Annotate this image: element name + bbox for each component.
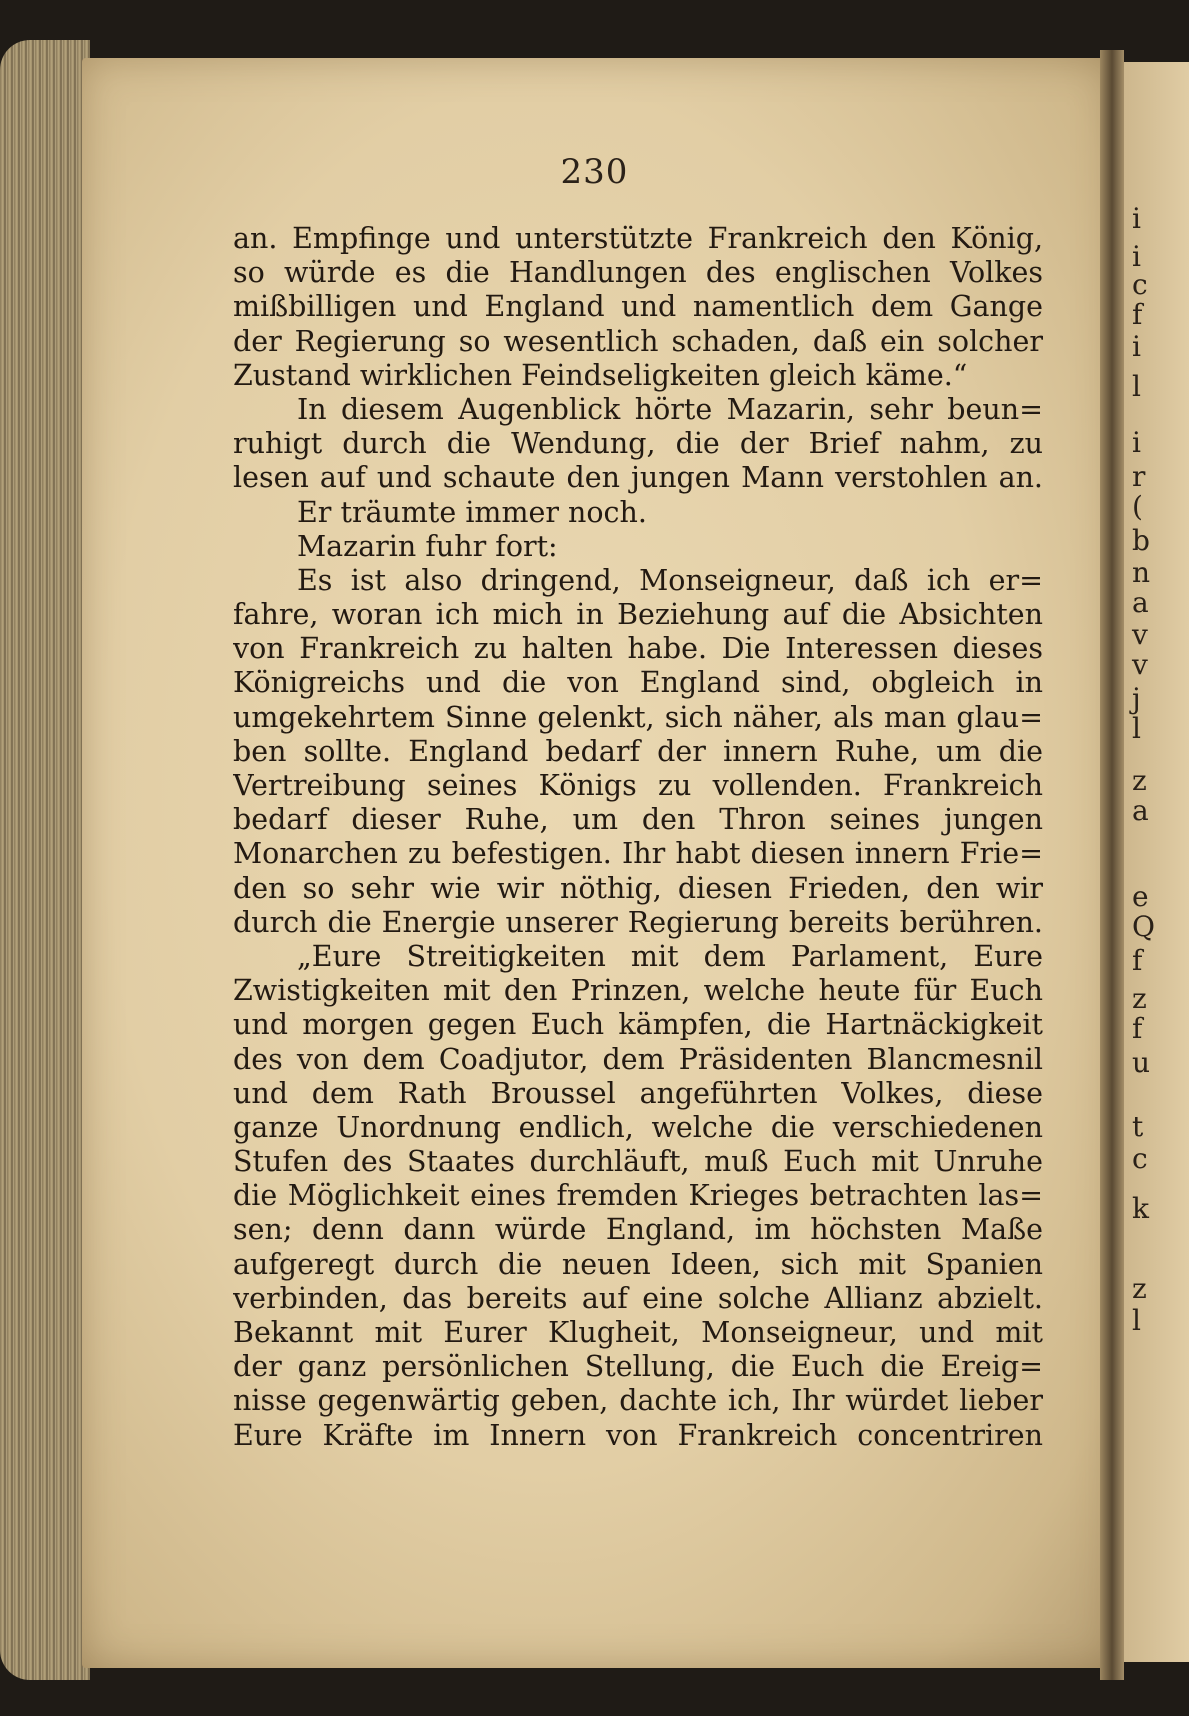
text-line: ruhigt durch die Wendung, die der Brief nahm, zu — [233, 427, 1043, 461]
text-line: Es ist also dringend, Monseigneur, daß ich er= — [297, 563, 1043, 597]
adjacent-page-letter: u — [1132, 1046, 1151, 1079]
adjacent-page-letter: f — [1132, 298, 1143, 331]
adjacent-page-letter: f — [1132, 1012, 1143, 1045]
adjacent-page-fragment — [1124, 62, 1189, 1662]
text-line: sen; denn dann würde England, im höchsten Maße — [233, 1213, 1043, 1247]
adjacent-page-letter: l — [1132, 370, 1141, 403]
adjacent-page-letter: i — [1132, 240, 1141, 273]
text-line: so würde es die Handlungen des englischen Volkes — [233, 256, 1043, 290]
adjacent-page-letter: i — [1132, 426, 1141, 459]
text-line: Er träumte immer noch. — [297, 495, 647, 529]
text-line: Monarchen zu befestigen. Ihr habt diesen innern Frie= — [233, 837, 1043, 871]
text-line: Zwistigkeiten mit den Prinzen, welche heute für Euch — [233, 974, 1043, 1008]
adjacent-page-letter: b — [1132, 524, 1150, 557]
page-number: 230 — [560, 152, 629, 192]
adjacent-page-letter: i — [1132, 330, 1141, 363]
text-line: Königreichs und die von England sind, obgleich in — [233, 666, 1043, 700]
text-line: den so sehr wie wir nöthig, diesen Frieden, den wir — [233, 871, 1043, 905]
text-line: Zustand wirklichen Feindseligkeiten gleich käme.“ — [233, 358, 968, 392]
text-line: von Frankreich zu halten habe. Die Interessen dieses — [233, 632, 1043, 666]
text-line: umgekehrtem Sinne gelenkt, sich näher, als man glau= — [233, 700, 1043, 734]
adjacent-page-letter: l — [1132, 712, 1141, 745]
text-line: bedarf dieser Ruhe, um den Thron seines jungen — [233, 803, 1043, 837]
adjacent-page-letter: e — [1132, 880, 1149, 913]
text-line: ben sollte. England bedarf der innern Ruhe, um die — [233, 734, 1043, 768]
text-line: aufgeregt durch die neuen Ideen, sich mit Spanien — [233, 1247, 1043, 1281]
adjacent-page-letter: a — [1132, 586, 1149, 619]
adjacent-page-letter: c — [1132, 1142, 1148, 1175]
text-line: „Eure Streitigkeiten mit dem Parlament, Eure — [297, 939, 1043, 973]
text-line: durch die Energie unserer Regierung bereits berühren. — [233, 905, 1043, 939]
adjacent-page-letter: ( — [1132, 490, 1143, 523]
adjacent-page-letter: Q — [1132, 910, 1155, 943]
text-line: lesen auf und schaute den jungen Mann verstohlen an. — [233, 461, 1043, 495]
text-line: nisse gegenwärtig geben, dachte ich, Ihr würdet lieber — [233, 1384, 1043, 1418]
text-line: ganze Unordnung endlich, welche die verschiedenen — [233, 1110, 1043, 1144]
text-line: verbinden, das bereits auf eine solche Allianz abzielt. — [233, 1281, 1043, 1315]
text-line: Bekannt mit Eurer Klugheit, Monseigneur, und mit — [233, 1316, 1043, 1349]
text-line: und morgen gegen Euch kämpfen, die Hartnäckigkeit — [233, 1008, 1043, 1042]
text-line: In diesem Augenblick hörte Mazarin, sehr beun= — [297, 392, 1043, 426]
text-line: die Möglichkeit eines fremden Krieges betrachten las= — [233, 1179, 1043, 1213]
adjacent-page-letter: f — [1132, 944, 1143, 977]
adjacent-page-letter: z — [1132, 982, 1147, 1015]
adjacent-page-letter: r — [1132, 460, 1146, 493]
text-line: an. Empfinge und unterstützte Frankreich den König, — [233, 222, 1043, 255]
book-gutter — [1100, 50, 1124, 1680]
text-line: Vertreibung seines Königs zu vollenden. Frankreich — [233, 769, 1043, 802]
adjacent-page-letter: v — [1132, 618, 1148, 651]
adjacent-page-letter: v — [1132, 648, 1148, 681]
book-page-edges — [0, 40, 90, 1680]
text-line: des von dem Coadjutor, dem Präsidenten Blancmesnil — [233, 1042, 1043, 1076]
adjacent-page-letter: t — [1132, 1110, 1144, 1143]
adjacent-page-letter: z — [1132, 1272, 1147, 1305]
text-line: Mazarin fuhr fort: — [297, 529, 558, 563]
adjacent-page-letter: j — [1132, 682, 1141, 715]
text-line: fahre, woran ich mich in Beziehung auf die Absichten — [233, 598, 1043, 632]
adjacent-page-letter: a — [1132, 794, 1149, 827]
adjacent-page-letter: k — [1132, 1192, 1149, 1225]
adjacent-page-letter: n — [1132, 556, 1151, 589]
text-line: mißbilligen und England und namentlich dem Gange — [233, 290, 1043, 324]
adjacent-page-letter: l — [1132, 1304, 1141, 1337]
text-line: Eure Kräfte im Innern von Frankreich concentriren — [233, 1418, 1043, 1452]
text-line: Stufen des Staates durchläuft, muß Euch mit Unruhe — [233, 1145, 1043, 1179]
body-text — [233, 222, 1043, 1453]
adjacent-page-letter: i — [1132, 202, 1141, 235]
text-line: der ganz persönlichen Stellung, die Euch die Ereig= — [233, 1350, 1043, 1384]
text-line: der Regierung so wesentlich schaden, daß ein solcher — [233, 324, 1043, 358]
adjacent-page-letter: z — [1132, 764, 1147, 797]
text-line: und dem Rath Broussel angeführten Volkes, diese — [233, 1076, 1043, 1110]
adjacent-page-letter: c — [1132, 268, 1148, 301]
